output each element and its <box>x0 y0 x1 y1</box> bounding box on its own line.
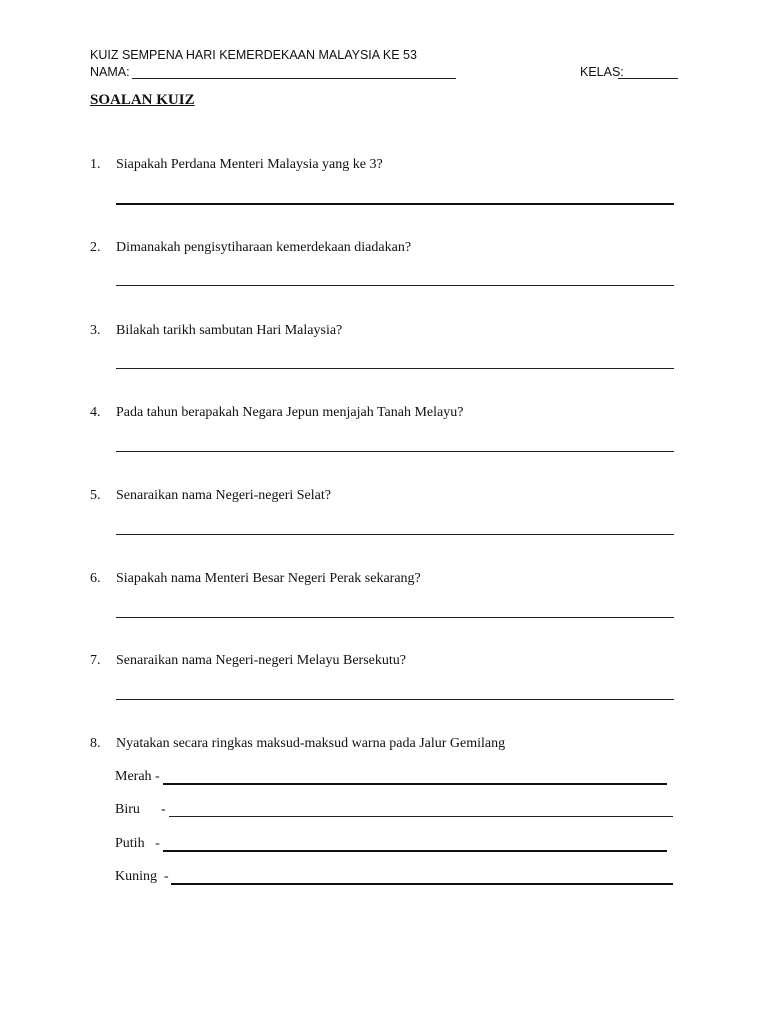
question-number: 4. <box>90 405 101 420</box>
question-item <box>90 323 680 383</box>
color-answer-row <box>115 769 675 789</box>
question-item <box>90 736 680 760</box>
question-text: Bilakah tarikh sambutan Hari Malaysia? <box>116 323 343 338</box>
question-number: 1. <box>90 157 101 172</box>
question-text: Siapakah nama Menteri Besar Negeri Perak sekarang? <box>116 571 421 586</box>
question-number: 2. <box>90 240 101 255</box>
answer-line[interactable] <box>116 203 674 205</box>
question-number: 7. <box>90 653 101 668</box>
color-label-putih: Putih - <box>115 836 160 851</box>
color-label-biru: Biru - <box>115 802 166 817</box>
question-item <box>90 571 680 631</box>
color-label-kuning: Kuning - <box>115 869 169 884</box>
question-text: Senaraikan nama Negeri-negeri Selat? <box>116 488 331 503</box>
answer-line[interactable] <box>116 617 674 618</box>
class-blank-line[interactable] <box>618 78 678 79</box>
question-item <box>90 653 680 713</box>
question-text: Siapakah Perdana Menteri Malaysia yang ke 3? <box>116 157 383 172</box>
question-number: 6. <box>90 571 101 586</box>
name-label: NAMA: <box>90 65 130 79</box>
quiz-header-title: KUIZ SEMPENA HARI KEMERDEKAAN MALAYSIA KE 53 <box>90 48 417 62</box>
answer-line[interactable] <box>116 451 674 452</box>
name-blank-line[interactable] <box>132 78 456 79</box>
answer-line[interactable] <box>116 699 674 700</box>
answer-line[interactable] <box>163 850 667 852</box>
answer-line[interactable] <box>163 783 667 785</box>
answer-line[interactable] <box>116 534 674 535</box>
question-text: Senaraikan nama Negeri-negeri Melayu Bersekutu? <box>116 653 406 668</box>
question-number: 3. <box>90 323 101 338</box>
page-title: SOALAN KUIZ <box>90 92 195 108</box>
answer-line[interactable] <box>171 883 673 885</box>
color-answer-row <box>115 869 675 889</box>
question-item <box>90 488 680 548</box>
class-label: KELAS: <box>580 65 624 79</box>
question-item <box>90 240 680 300</box>
question-number: 5. <box>90 488 101 503</box>
color-answer-row <box>115 836 675 856</box>
question-number: 8. <box>90 736 101 751</box>
header-fields <box>90 65 680 83</box>
question-text: Pada tahun berapakah Negara Jepun menjajah Tanah Melayu? <box>116 405 464 420</box>
question-text: Nyatakan secara ringkas maksud-maksud warna pada Jalur Gemilang <box>116 736 506 751</box>
answer-line[interactable] <box>169 816 673 817</box>
question-item <box>90 157 680 217</box>
color-answer-row <box>115 802 675 822</box>
question-item <box>90 405 680 465</box>
answer-line[interactable] <box>116 368 674 369</box>
answer-line[interactable] <box>116 285 674 286</box>
color-label-merah: Merah - <box>115 769 160 784</box>
question-text: Dimanakah pengisytiharaan kemerdekaan diadakan? <box>116 240 412 255</box>
